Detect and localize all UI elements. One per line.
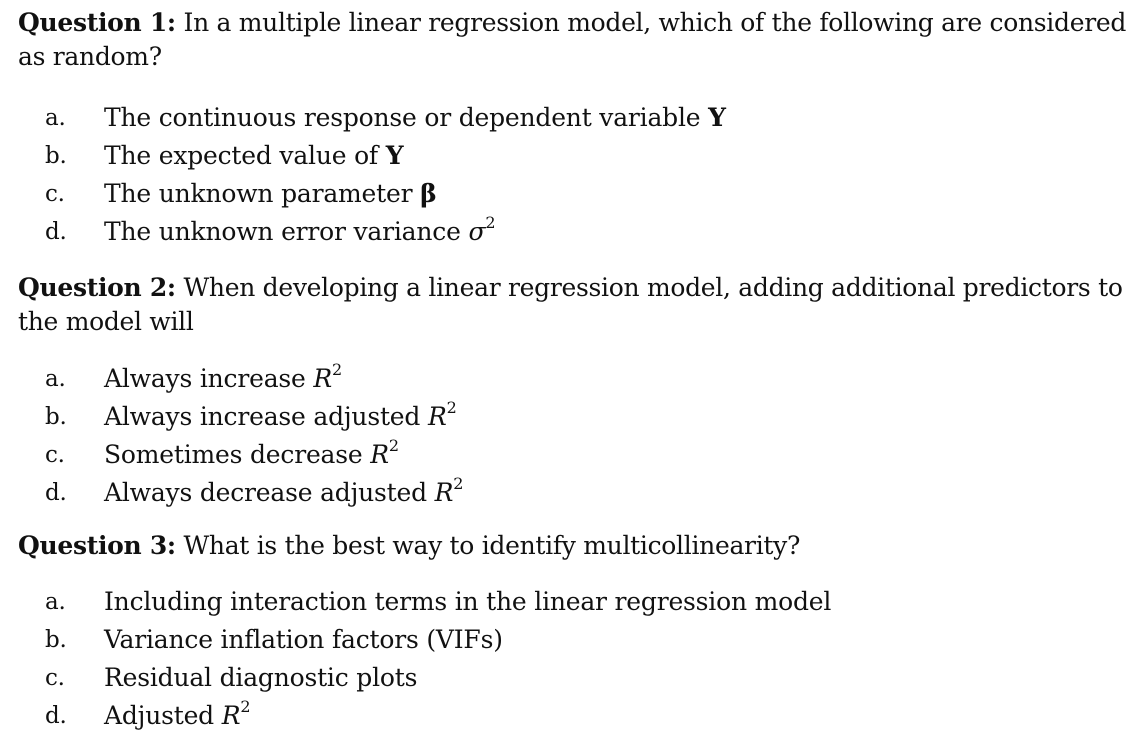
option-letter: c. — [45, 665, 65, 691]
option-label: The expected value of — [104, 141, 386, 170]
option-text — [104, 474, 463, 512]
option-text — [104, 213, 495, 251]
option-3c — [18, 659, 1138, 697]
bold-symbol: Y — [708, 103, 726, 132]
question-1-options — [18, 99, 1138, 251]
math-superscript: 2 — [453, 473, 464, 493]
question-3-label: Question 3: — [18, 531, 176, 560]
math-symbol: R — [221, 701, 241, 730]
option-2a — [18, 360, 1138, 398]
option-letter: c. — [45, 442, 65, 468]
option-1d — [18, 213, 1138, 251]
math-superscript: 2 — [446, 397, 457, 417]
math-superscript: 2 — [485, 212, 496, 232]
option-letter: d. — [45, 219, 67, 245]
option-text — [104, 697, 250, 735]
question-3 — [18, 529, 1138, 735]
option-letter: d. — [45, 480, 67, 506]
option-text — [104, 436, 399, 474]
math-superscript: 2 — [332, 359, 342, 379]
question-1-text: In a multiple linear regression model, which of the following are considered as random? — [18, 8, 1127, 71]
option-1c — [18, 175, 1138, 213]
option-1a — [18, 99, 1138, 137]
option-letter: b. — [45, 143, 67, 169]
option-letter: b. — [45, 627, 67, 653]
option-text — [104, 175, 436, 213]
option-label: Sometimes decrease — [104, 440, 371, 469]
option-text — [104, 137, 403, 175]
question-1-label: Question 1: — [18, 8, 176, 37]
option-text: Residual diagnostic plots — [104, 663, 418, 692]
quiz-document — [18, 6, 1138, 735]
option-letter: a. — [45, 589, 66, 615]
bold-symbol: Y — [385, 141, 404, 170]
question-1 — [18, 6, 1138, 251]
math-symbol: R — [434, 478, 454, 507]
bold-symbol: β — [420, 179, 437, 208]
math-symbol: σ — [468, 217, 486, 246]
option-2c — [18, 436, 1138, 474]
math-symbol: R — [427, 402, 447, 431]
question-2 — [18, 271, 1138, 512]
option-label: The unknown error variance — [104, 217, 469, 246]
question-2-prompt — [18, 271, 1138, 339]
option-label: The continuous response or dependent variable — [104, 103, 709, 132]
question-3-text: What is the best way to identify multicollinearity? — [175, 531, 801, 560]
option-label: Always increase — [104, 364, 314, 393]
option-2b — [18, 398, 1138, 436]
option-3d — [18, 697, 1138, 735]
option-label: The unknown parameter — [104, 179, 421, 208]
option-letter: d. — [45, 703, 67, 729]
question-2-text: When developing a linear regression model, adding additional predictors to the model will — [18, 273, 1123, 336]
option-text: Including interaction terms in the linear regression model — [104, 587, 832, 616]
math-superscript: 2 — [240, 696, 251, 716]
option-3b — [18, 621, 1138, 659]
question-2-label: Question 2: — [18, 273, 176, 302]
math-symbol: R — [370, 440, 389, 469]
option-2d — [18, 474, 1138, 512]
option-3a — [18, 583, 1138, 621]
math-superscript: 2 — [388, 435, 399, 455]
option-letter: a. — [45, 105, 66, 131]
option-text — [104, 360, 342, 398]
question-1-prompt — [18, 6, 1138, 74]
option-letter: c. — [45, 181, 65, 207]
question-3-prompt — [18, 529, 1138, 563]
option-letter: a. — [45, 366, 66, 392]
question-2-options — [18, 360, 1138, 512]
option-letter: b. — [45, 404, 67, 430]
question-3-options — [18, 583, 1138, 735]
option-1b — [18, 137, 1138, 175]
option-text — [104, 398, 457, 436]
math-symbol: R — [313, 364, 332, 393]
option-label: Always increase adjusted — [104, 402, 428, 431]
option-text — [104, 99, 726, 137]
option-text: Variance inflation factors (VIFs) — [104, 625, 503, 654]
option-label: Adjusted — [104, 701, 222, 730]
option-label: Always decrease adjusted — [104, 478, 435, 507]
